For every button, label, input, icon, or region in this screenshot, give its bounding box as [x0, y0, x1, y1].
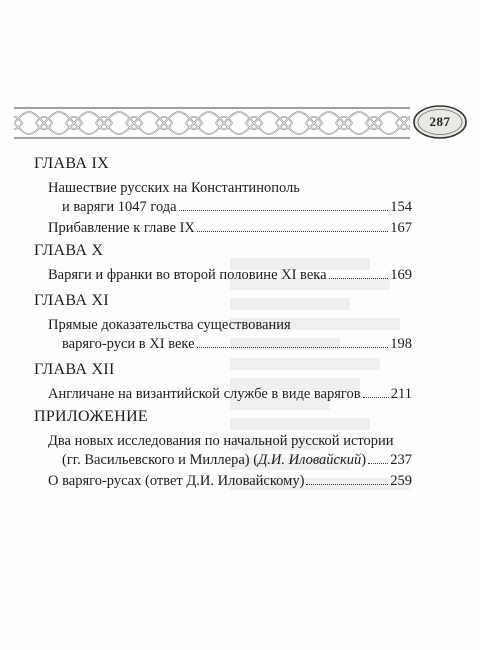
- knot-strand: [239, 112, 269, 134]
- toc-entry[interactable]: [34, 179, 440, 217]
- entry-title-line: Варяги и франки во второй половине XI века: [48, 267, 327, 283]
- toc-section: [34, 407, 440, 493]
- toc-section: [34, 154, 440, 240]
- entry-title-line: Англичане на византийской службе в виде варягов: [48, 386, 361, 402]
- entry-title-line: О варяго-русах (ответ Д.И. Иловайскому): [48, 473, 305, 489]
- toc-section: [34, 241, 440, 287]
- knot-strand: [389, 112, 410, 134]
- chapter-heading: ГЛАВА X: [34, 242, 104, 259]
- page-ref: 237: [390, 452, 412, 468]
- entry-leader-line: [48, 335, 412, 354]
- chapter-heading: ГЛАВА XII: [34, 361, 115, 378]
- entry-title-line: Нашествие русских на Константинополь: [48, 180, 300, 196]
- page-ref: 211: [390, 386, 412, 402]
- entry-author: Д.И. Иловайский: [258, 452, 362, 468]
- knot-strand: [59, 112, 89, 134]
- page-ref: 198: [390, 336, 412, 352]
- page-number-badge: [412, 104, 468, 140]
- knot-strand: [269, 112, 299, 134]
- page-ref: 154: [390, 199, 412, 215]
- dot-leader: [363, 396, 389, 398]
- knot-strand: [359, 112, 389, 134]
- knot-strand: [119, 112, 149, 134]
- page-number: 287: [429, 114, 451, 129]
- toc-entry[interactable]: [34, 385, 440, 404]
- dot-leader: [306, 483, 388, 485]
- page-ref: 167: [390, 220, 412, 236]
- entry-title-line: и варяги 1047 года: [62, 199, 177, 215]
- dot-leader: [197, 346, 389, 348]
- entry-leader-line: [48, 198, 412, 217]
- entry-leader-line: [48, 385, 412, 404]
- entry-leader-line: [48, 451, 412, 470]
- toc-entry[interactable]: [34, 219, 440, 238]
- toc-entry[interactable]: [34, 316, 440, 354]
- dot-leader: [329, 277, 389, 279]
- page-ref: 169: [390, 267, 412, 283]
- toc-section: [34, 360, 440, 406]
- celtic-knot-ornament: [14, 100, 410, 146]
- knot-strand: [209, 112, 239, 134]
- knot-strand: [179, 112, 209, 134]
- toc-entry[interactable]: [34, 266, 440, 285]
- entry-leader-line: [48, 266, 412, 285]
- knot-strand: [149, 112, 179, 134]
- knot-strand: [389, 112, 410, 134]
- entry-title-line: Прибавление к главе IX: [48, 220, 195, 236]
- entry-leader-line: [48, 472, 412, 491]
- entry-title-line: Прямые доказательства существования: [48, 317, 291, 333]
- entry-title-line: (гг. Васильевского и Миллера) (: [62, 452, 259, 468]
- toc-entry[interactable]: [34, 432, 440, 470]
- dot-leader: [179, 209, 389, 211]
- entry-leader-line: [48, 219, 412, 238]
- entry-title-line: варяго-руси в XI веке: [62, 336, 195, 352]
- toc-entry[interactable]: [34, 472, 440, 491]
- knot-strand: [329, 112, 359, 134]
- dot-leader: [368, 462, 388, 464]
- entry-closing-paren: ): [361, 452, 367, 468]
- dot-leader: [197, 230, 388, 232]
- entry-title-line: Два новых исследования по начальной русской истории: [48, 433, 394, 449]
- chapter-heading: ГЛАВА IX: [34, 155, 109, 172]
- toc-section: [34, 291, 440, 356]
- knot-strand: [89, 112, 119, 134]
- page-ref: 259: [390, 473, 412, 489]
- knot-strand: [299, 112, 329, 134]
- chapter-heading: ПРИЛОЖЕНИЕ: [34, 408, 149, 425]
- chapter-heading: ГЛАВА XI: [34, 292, 109, 309]
- knot-strand: [29, 112, 59, 134]
